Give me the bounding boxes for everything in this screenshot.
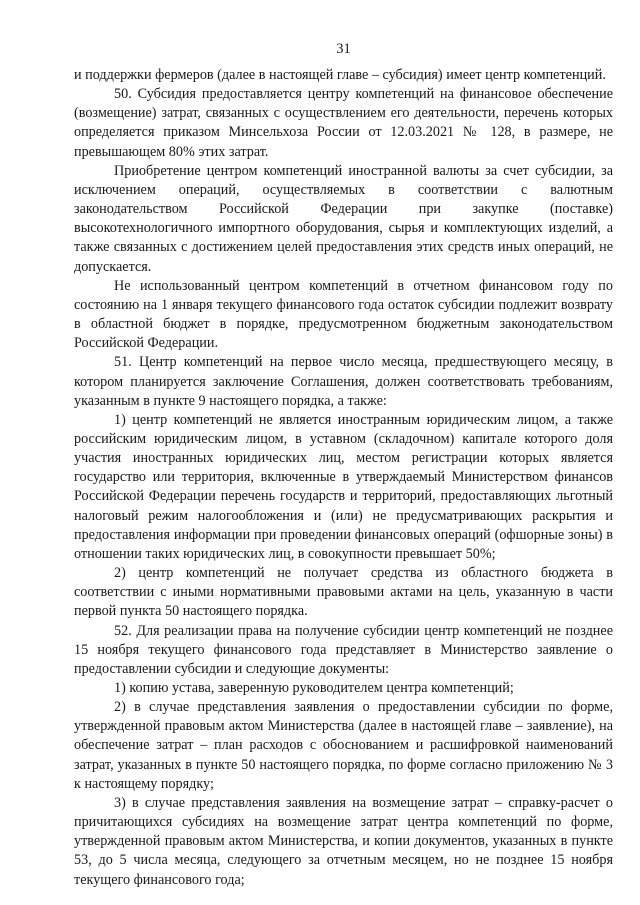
paragraph: 1) центр компетенций не является иностранным юридическим лицом, а также российским юридическим лицом, в уставном (складочном) капитале которого доля участия иностранных юридических лиц, местом регистрации которых является государство или территория, включенные в утверждаемый Министерством финансов Российской Федерации перечень государств и территорий, предоставляющих льготный налоговый режим налогообложения и (или) не предусматривающих раскрытия и предоставления информации при проведении финансовых операций (офшорные зоны) в отношении таких юридических лиц, в совокупности превышает 50%; (74, 411, 613, 562)
document-body (74, 66, 613, 890)
paragraph: 2) центр компетенций не получает средства из областного бюджета в соответствии с иными нормативными правовыми актами на цель, указанную в части первой пункта 50 настоящего порядка. (74, 565, 613, 620)
paragraph: 52. Для реализации права на получение субсидии центр компетенций не позднее 15 ноября текущего финансового года представляет в Министерство заявление о предоставлении субсидии и следующие документы: (74, 622, 613, 677)
paragraph: 3) в случае представления заявления на возмещение затрат – справку-расчет о причитающихся субсидиях на возмещение затрат центра компетенций по форме, утвержденной правовым актом Министерства, и копии документов, указанных в пункте 53, до 5 числа месяца, следующего за отчетным месяцем, но не позднее 15 ноября текущего финансового года; (74, 794, 613, 888)
paragraph: и поддержки фермеров (далее в настоящей главе – субсидия) имеет центр компетенций. (74, 67, 606, 83)
paragraph: 51. Центр компетенций на первое число месяца, предшествующего месяцу, в котором планируется заключение Соглашения, должен соответствовать требованиям, указанным в пункте 9 настоящего порядка, а также: (74, 354, 613, 409)
page-number: 31 (336, 41, 351, 57)
paragraph: 1) копию устава, заверенную руководителем центра компетенций; (114, 680, 514, 696)
paragraph: 2) в случае представления заявления о предоставлении субсидии по форме, утвержденной правовым актом Министерства (далее в настоящей главе – заявление), на обеспечение затрат – план расходов с обоснованием и расшифровкой наименований затрат, указанных в пункте 50 настоящего порядка, по форме согласно приложению № 3 к настоящему порядку; (74, 699, 613, 792)
paragraph: 50. Субсидия предоставляется центру компетенций на финансовое обеспечение (возмещение) затрат, связанных с осуществлением его деятельности, перечень которых определяется приказом Минсельхоза России от 12.03.2021 № 128, в размере, не превышающем 80% этих затрат. (74, 86, 613, 160)
paragraph: Приобретение центром компетенций иностранной валюты за счет субсидии, за исключением операций, осуществляемых в соответствии с валютным законодательством Российской Федерации при закупке (поставке) высокотехнологичного импортного оборудования, сырья и комплектующих изделий, а также связанных с достижением целей предоставления этих средств иных операций, не допускается. (74, 162, 613, 275)
paragraph: Не использованный центром компетенций в отчетном финансовом году по состоянию на 1 января текущего финансового года остаток субсидии подлежит возврату в областной бюджет в порядке, предусмотренном бюджетным законодательством Российской Федерации. (74, 277, 613, 352)
